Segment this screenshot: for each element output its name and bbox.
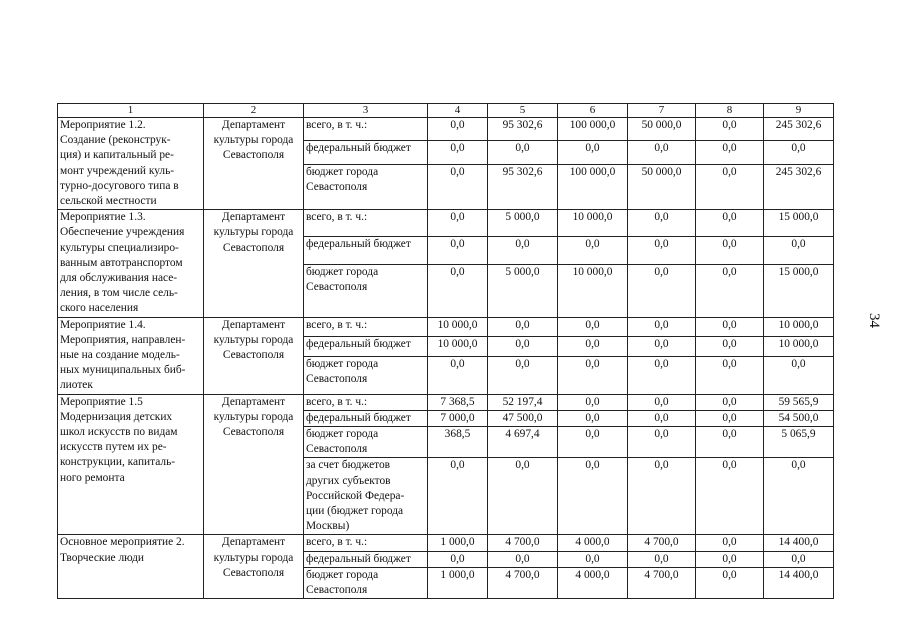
amount-cell: 5 000,0	[488, 210, 558, 237]
text-line: Мероприятие 1.2.	[60, 119, 146, 131]
text-line: федеральный бюджет	[306, 552, 411, 565]
measure-description	[58, 535, 204, 599]
text-line: школ искусств по видам	[60, 426, 178, 439]
text-line: бюджет города	[306, 568, 379, 581]
text-line: ного ремонта	[60, 471, 125, 484]
amount-cell: 0,0	[696, 237, 764, 264]
amount-cell: 4 700,0	[628, 567, 696, 598]
text-line: Севастополя	[222, 149, 285, 162]
column-number-row	[58, 104, 834, 118]
funding-source	[304, 118, 428, 141]
measure-description	[58, 210, 204, 317]
amount-cell: 0,0	[558, 427, 628, 458]
amount-cell: 52 197,4	[488, 394, 558, 410]
amount-cell: 14 400,0	[764, 567, 834, 598]
text-line: Севастополя	[306, 372, 368, 385]
amount-cell: 59 565,9	[764, 394, 834, 410]
amount-cell: 0,0	[428, 551, 488, 567]
text-line: федеральный бюджет	[306, 238, 411, 251]
amount-cell: 0,0	[696, 458, 764, 535]
amount-cell: 50 000,0	[628, 164, 696, 209]
amount-cell: 10 000,0	[764, 337, 834, 357]
text-line: лиотек	[60, 379, 93, 392]
text-line: Обеспечение учреждения	[60, 226, 185, 239]
amount-cell: 0,0	[628, 356, 696, 394]
text-line: ные на создание модель-	[60, 349, 180, 362]
page-number: 34	[866, 313, 882, 328]
amount-cell: 245 302,6	[764, 118, 834, 141]
amount-cell: 0,0	[628, 141, 696, 164]
text-line: Создание (реконструк-	[60, 134, 171, 147]
text-line: Департамент	[221, 395, 286, 408]
amount-cell: 0,0	[428, 356, 488, 394]
amount-cell: 0,0	[628, 337, 696, 357]
table-row	[58, 394, 834, 410]
text-line: Севастополя	[306, 584, 368, 597]
text-line: за счет бюджетов	[306, 459, 391, 472]
amount-cell: 0,0	[558, 458, 628, 535]
amount-cell: 1 000,0	[428, 567, 488, 598]
amount-cell: 15 000,0	[764, 210, 834, 237]
responsible-department	[204, 394, 304, 535]
amount-cell: 10 000,0	[558, 264, 628, 317]
column-number: 6	[558, 104, 628, 118]
column-number: 2	[204, 104, 304, 118]
amount-cell: 4 700,0	[488, 535, 558, 551]
text-line: культуры города	[213, 410, 294, 423]
amount-cell: 0,0	[428, 237, 488, 264]
amount-cell: 0,0	[696, 427, 764, 458]
text-line: культуры города	[213, 226, 294, 239]
column-number: 8	[696, 104, 764, 118]
text-line: Творческие люди	[60, 551, 144, 564]
amount-cell: 4 700,0	[628, 535, 696, 551]
column-number: 3	[304, 104, 428, 118]
amount-cell: 0,0	[696, 394, 764, 410]
amount-cell: 100 000,0	[558, 118, 628, 141]
text-line: культуры города	[213, 134, 294, 147]
amount-cell: 4 000,0	[558, 535, 628, 551]
amount-cell: 5 000,0	[488, 264, 558, 317]
amount-cell: 4 700,0	[488, 567, 558, 598]
text-line: федеральный бюджет	[306, 411, 411, 424]
amount-cell: 100 000,0	[558, 164, 628, 209]
text-line: культуры специализиро-	[60, 241, 179, 254]
amount-cell: 0,0	[696, 356, 764, 394]
amount-cell: 0,0	[628, 427, 696, 458]
amount-cell: 0,0	[558, 237, 628, 264]
amount-cell: 0,0	[696, 535, 764, 551]
amount-cell: 0,0	[488, 337, 558, 357]
amount-cell: 0,0	[558, 141, 628, 164]
amount-cell: 0,0	[558, 356, 628, 394]
measure-description	[58, 317, 204, 394]
text-line: сельской местности	[60, 195, 157, 208]
amount-cell: 0,0	[696, 210, 764, 237]
amount-cell: 0,0	[488, 317, 558, 337]
amount-cell: 0,0	[696, 164, 764, 209]
amount-cell: 0,0	[696, 141, 764, 164]
text-line: ского населения	[60, 302, 139, 315]
text-line: всего, в т. ч.:	[306, 395, 368, 408]
table-row	[58, 210, 834, 237]
text-line: ных муниципальных биб-	[60, 364, 186, 377]
amount-cell: 0,0	[764, 356, 834, 394]
amount-cell: 0,0	[628, 264, 696, 317]
text-line: Севастополя	[306, 280, 368, 293]
amount-cell: 245 302,6	[764, 164, 834, 209]
text-line: турно-досугового типа в	[60, 179, 179, 192]
text-line: Департамент	[221, 211, 286, 224]
responsible-department	[204, 317, 304, 394]
text-line: Севастополя	[306, 443, 368, 456]
amount-cell: 0,0	[628, 410, 696, 426]
amount-cell: 7 368,5	[428, 394, 488, 410]
amount-cell: 15 000,0	[764, 264, 834, 317]
text-line: бюджет города	[306, 428, 379, 441]
amount-cell: 0,0	[558, 337, 628, 357]
amount-cell: 0,0	[696, 264, 764, 317]
funding-source	[304, 317, 428, 337]
amount-cell: 0,0	[696, 551, 764, 567]
amount-cell: 0,0	[428, 164, 488, 209]
amount-cell: 4 000,0	[558, 567, 628, 598]
text-line: федеральный бюджет	[306, 338, 411, 351]
text-line: Севастополя	[306, 181, 368, 194]
amount-cell: 368,5	[428, 427, 488, 458]
funding-source	[304, 410, 428, 426]
amount-cell: 0,0	[488, 458, 558, 535]
amount-cell: 0,0	[764, 237, 834, 264]
amount-cell: 95 302,6	[488, 118, 558, 141]
text-line: ления, в том числе сель-	[60, 287, 178, 300]
text-line: Мероприятие 1.3.	[60, 211, 146, 224]
text-line: Мероприятие 1.5	[60, 395, 143, 408]
text-line: культуры города	[213, 551, 294, 564]
amount-cell: 0,0	[628, 551, 696, 567]
text-line: Севастополя	[222, 241, 285, 254]
funding-source	[304, 164, 428, 209]
column-number: 1	[58, 104, 204, 118]
amount-cell: 50 000,0	[628, 118, 696, 141]
amount-cell: 0,0	[428, 210, 488, 237]
text-line: Мероприятие 1.4.	[60, 318, 146, 331]
amount-cell: 0,0	[428, 458, 488, 535]
amount-cell: 47 500,0	[488, 410, 558, 426]
responsible-department	[204, 210, 304, 317]
column-number: 5	[488, 104, 558, 118]
funding-source	[304, 141, 428, 164]
column-number: 7	[628, 104, 696, 118]
amount-cell: 0,0	[764, 458, 834, 535]
table-row	[58, 535, 834, 551]
text-line: других субъектов	[306, 474, 391, 487]
text-line: Департамент	[221, 318, 286, 331]
text-line: федеральный бюджет	[306, 142, 411, 155]
amount-cell: 0,0	[488, 141, 558, 164]
funding-source	[304, 551, 428, 567]
text-line: ванным автотранспортом	[60, 256, 183, 269]
funding-source	[304, 237, 428, 264]
text-line: всего, в т. ч.:	[306, 318, 368, 331]
amount-cell: 0,0	[428, 141, 488, 164]
amount-cell: 10 000,0	[764, 317, 834, 337]
text-line: Севастополя	[222, 566, 285, 579]
amount-cell: 0,0	[628, 210, 696, 237]
text-line: Департамент	[221, 119, 286, 131]
amount-cell: 7 000,0	[428, 410, 488, 426]
amount-cell: 0,0	[558, 394, 628, 410]
text-line: Севастополя	[222, 349, 285, 362]
amount-cell: 0,0	[488, 237, 558, 264]
text-line: искусств путем их ре-	[60, 441, 167, 454]
text-line: всего, в т. ч.:	[306, 119, 368, 131]
column-number: 9	[764, 104, 834, 118]
amount-cell: 0,0	[628, 458, 696, 535]
amount-cell: 10 000,0	[558, 210, 628, 237]
amount-cell: 4 697,4	[488, 427, 558, 458]
amount-cell: 0,0	[558, 410, 628, 426]
funding-source	[304, 264, 428, 317]
amount-cell: 0,0	[696, 337, 764, 357]
text-line: бюджет города	[306, 357, 379, 370]
text-line: бюджет города	[306, 265, 379, 278]
text-line: монт учреждений куль-	[60, 164, 175, 177]
amount-cell: 0,0	[764, 551, 834, 567]
measure-description	[58, 118, 204, 210]
amount-cell: 0,0	[696, 567, 764, 598]
amount-cell: 0,0	[696, 118, 764, 141]
text-line: конструкции, капиталь-	[60, 456, 176, 469]
funding-source	[304, 458, 428, 535]
amount-cell: 10 000,0	[428, 317, 488, 337]
text-line: Российской Федера-	[306, 489, 405, 502]
amount-cell: 0,0	[488, 356, 558, 394]
amount-cell: 0,0	[558, 317, 628, 337]
amount-cell: 14 400,0	[764, 535, 834, 551]
responsible-department	[204, 118, 304, 210]
amount-cell: 0,0	[428, 118, 488, 141]
amount-cell: 0,0	[628, 394, 696, 410]
amount-cell: 0,0	[428, 264, 488, 317]
text-line: бюджет города	[306, 165, 379, 178]
amount-cell: 0,0	[628, 237, 696, 264]
text-line: ция) и капитальный ре-	[60, 149, 174, 162]
funding-source	[304, 427, 428, 458]
text-line: всего, в т. ч.:	[306, 536, 368, 549]
funding-source	[304, 535, 428, 551]
amount-cell: 0,0	[696, 317, 764, 337]
measure-description	[58, 394, 204, 535]
text-line: для обслуживания насе-	[60, 272, 178, 285]
funding-source	[304, 356, 428, 394]
amount-cell: 95 302,6	[488, 164, 558, 209]
funding-source	[304, 567, 428, 598]
funding-source	[304, 210, 428, 237]
text-line: Модернизация детских	[60, 410, 173, 423]
budget-table	[57, 103, 834, 599]
amount-cell: 0,0	[488, 551, 558, 567]
amount-cell: 0,0	[628, 317, 696, 337]
text-line: Департамент	[221, 536, 286, 549]
text-line: культуры города	[213, 333, 294, 346]
responsible-department	[204, 535, 304, 599]
text-line: Москвы)	[306, 520, 350, 533]
amount-cell: 54 500,0	[764, 410, 834, 426]
amount-cell: 5 065,9	[764, 427, 834, 458]
text-line: всего, в т. ч.:	[306, 211, 368, 224]
amount-cell: 0,0	[696, 410, 764, 426]
column-number: 4	[428, 104, 488, 118]
text-line: ции (бюджет города	[306, 505, 404, 518]
table-row	[58, 317, 834, 337]
amount-cell: 0,0	[764, 141, 834, 164]
amount-cell: 10 000,0	[428, 337, 488, 357]
funding-source	[304, 394, 428, 410]
text-line: Основное мероприятие 2.	[60, 536, 185, 549]
table-row	[58, 118, 834, 141]
funding-source	[304, 337, 428, 357]
text-line: Мероприятия, направлен-	[60, 333, 186, 346]
amount-cell: 1 000,0	[428, 535, 488, 551]
amount-cell: 0,0	[558, 551, 628, 567]
text-line: Севастополя	[222, 426, 285, 439]
